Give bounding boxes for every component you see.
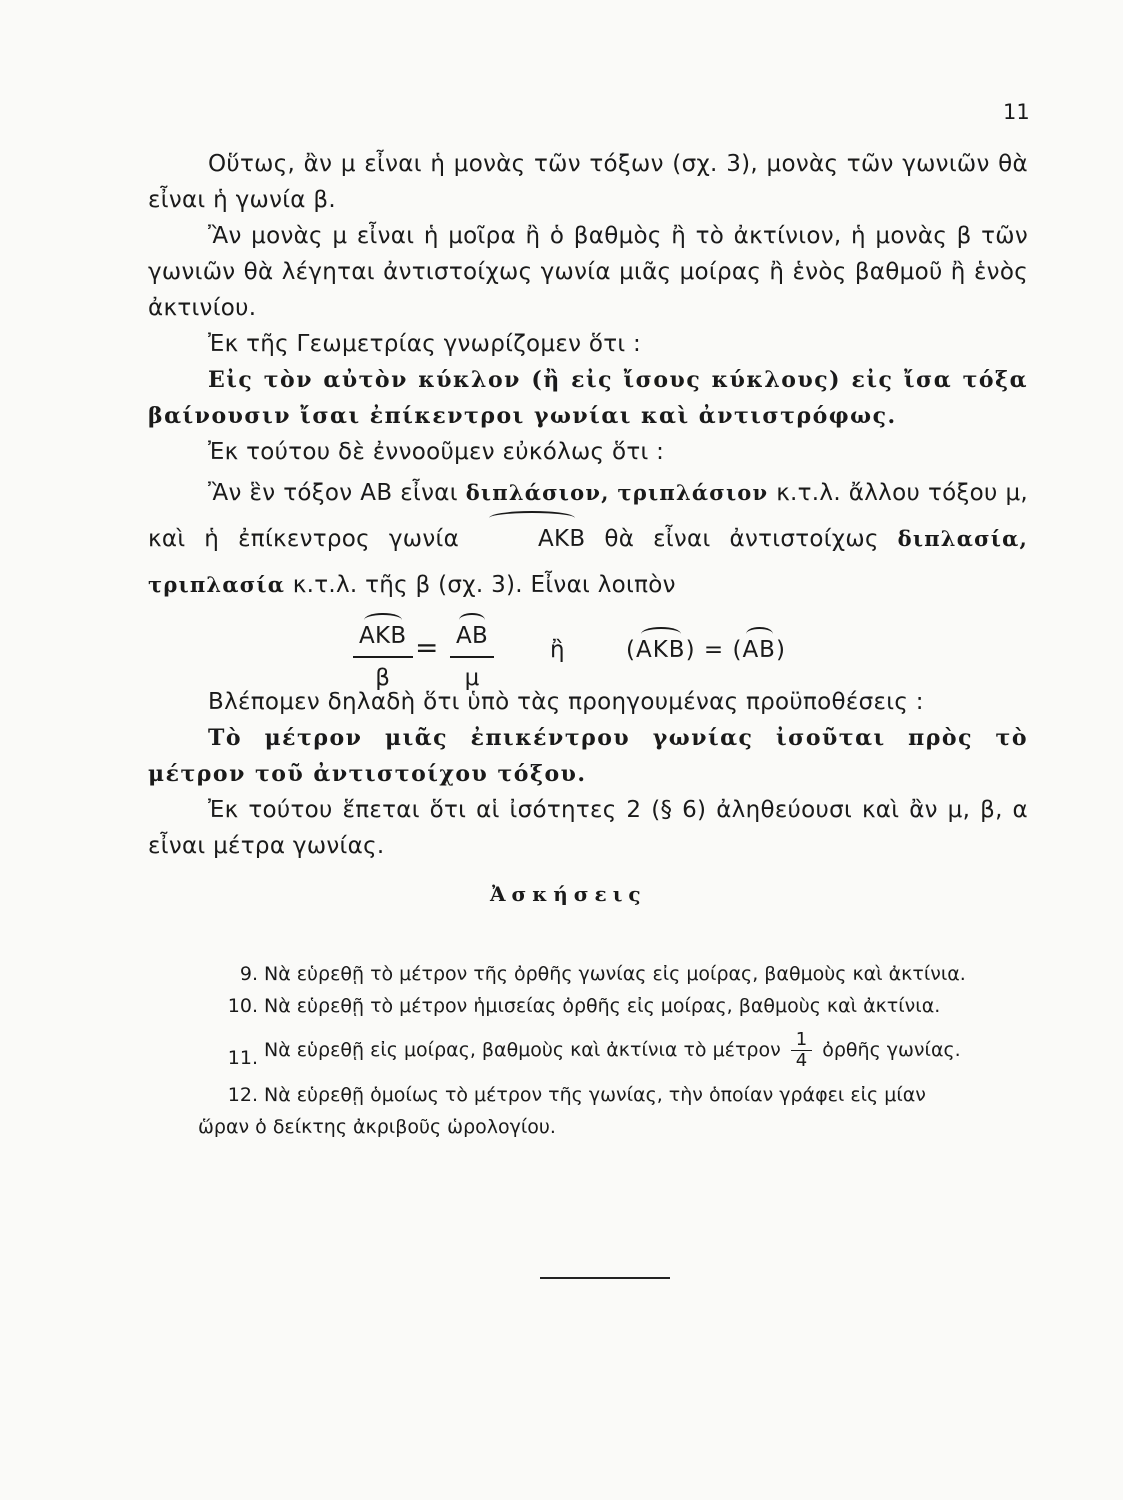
fraction-left bbox=[353, 618, 413, 696]
fraction-right bbox=[450, 618, 494, 696]
p6-doubled: διπλασία, bbox=[897, 526, 1028, 551]
p6-double: διπλάσιον, bbox=[465, 480, 610, 505]
page-number: 11 bbox=[1003, 100, 1030, 124]
exercise-9 bbox=[218, 958, 1030, 990]
rhs-angle: ΑΚΒ bbox=[636, 632, 686, 668]
rhs-open: ( bbox=[626, 637, 636, 663]
quarter-fraction bbox=[791, 1030, 812, 1071]
exercise-text-a: Νὰ εὑρεθῇ ὁμοίως τὸ μέτρον τῆς γωνίας, τὴν ὁποίαν γράφει εἰς μίαν bbox=[264, 1084, 926, 1106]
exercise-text-a: Νὰ εὑρεθῇ εἰς μοίρας, βαθμοὺς καὶ ἀκτίνια τὸ μέτρον bbox=[264, 1039, 781, 1061]
theorem-statement: Εἰς τὸν αὐτὸν κύκλον (ἢ εἰς ἴσους κύκλους) εἰς ἴσα τόξα βαίνουσιν ἴσαι ἐπίκεντροι γωνίαι καὶ ἀντιστρόφως. bbox=[148, 367, 1028, 429]
quarter-numerator: 1 bbox=[791, 1030, 812, 1051]
exercise-number: 9. bbox=[239, 963, 258, 985]
rhs-mid: ) = ( bbox=[685, 637, 743, 663]
fraction-left-denominator: β bbox=[375, 665, 391, 691]
rhs-close: ) bbox=[775, 637, 786, 663]
paragraph-3: Ἐκ τῆς Γεωμετρίας γνωρίζομεν ὅτι : bbox=[208, 331, 642, 357]
equals-sign: = bbox=[415, 631, 439, 664]
p6-text-a: Ἂν ἓν τόξον ΑΒ εἶναι bbox=[208, 480, 458, 506]
formula-or: ἢ bbox=[550, 637, 565, 663]
rhs-arc: ΑΒ bbox=[742, 632, 776, 668]
exercise-text-b: ὥραν ὁ δείκτης ἀκριβοῦς ὡρολογίου. bbox=[198, 1116, 556, 1138]
paragraph-2: Ἂν μονὰς μ εἶναι ἡ μοῖρα ἢ ὁ βαθμὸς ἢ τὸ ἀκτίνιον, ἡ μονὰς β τῶν γωνιῶν θὰ λέγηται ἀντιστοίχως γωνία μιᾶς μοίρας ἢ ἑνὸς βαθμοῦ ἢ ἑνὸς ἀκτινίου. bbox=[148, 223, 1028, 321]
paragraph-6 bbox=[148, 470, 1028, 608]
fraction-right-numerator: ΑΒ bbox=[456, 618, 488, 654]
p6-triple: τριπλάσιον bbox=[617, 480, 769, 505]
exercise-text: Νὰ εὑρεθῇ τὸ μέτρον ἡμισείας ὀρθῆς εἰς μοίρας, βαθμοὺς καὶ ἀκτίνια. bbox=[264, 995, 941, 1017]
main-text bbox=[148, 146, 1028, 864]
p6-tripled: τριπλασία bbox=[148, 572, 286, 597]
p6-text-f: κ.τ.λ. τῆς β (σχ. 3). Εἶναι λοιπὸν bbox=[292, 572, 676, 598]
exercise-number: 11. bbox=[227, 1047, 258, 1069]
fraction-left-numerator: ΑΚΒ bbox=[359, 618, 407, 654]
paragraph-5: Ἐκ τούτου δὲ ἐννοοῦμεν εὐκόλως ὅτι : bbox=[208, 439, 665, 465]
p6-text-c: κ.τ.λ. ἄλλου τόξου μ, καὶ ἡ ἐπίκεντρος γωνία bbox=[148, 480, 1028, 552]
exercise-number: 10. bbox=[227, 995, 258, 1017]
p6-text-d: θὰ εἶναι ἀντιστοίχως bbox=[604, 526, 879, 552]
angle-akb: ΑΚΒ bbox=[478, 516, 586, 562]
quarter-denominator: 4 bbox=[795, 1050, 808, 1071]
measure-statement: Τὸ μέτρον μιᾶς ἐπικέντρου γωνίας ἰσοῦται πρὸς τὸ μέτρον τοῦ ἀντιστοίχου τόξου. bbox=[148, 725, 1028, 787]
exercise-11 bbox=[218, 1030, 1030, 1071]
paragraph-1: Οὕτως, ἂν μ εἶναι ἡ μονὰς τῶν τόξων (σχ. 3), μονὰς τῶν γωνιῶν θὰ εἶναι ἡ γωνία β. bbox=[148, 151, 1028, 213]
exercise-text-b: ὀρθῆς γωνίας. bbox=[822, 1039, 961, 1061]
formula bbox=[148, 612, 1028, 691]
fraction-right-denominator: μ bbox=[464, 665, 480, 691]
paragraph-7: Βλέπομεν δηλαδὴ ὅτι ὑπὸ τὰς προηγουμένας προϋποθέσεις : bbox=[208, 689, 924, 715]
exercises-list bbox=[198, 958, 1030, 1143]
exercise-text: Νὰ εὑρεθῇ τὸ μέτρον τῆς ὀρθῆς γωνίας εἰς μοίρας, βαθμοὺς καὶ ἀκτίνια. bbox=[264, 963, 966, 985]
paragraph-9: Ἐκ τούτου ἕπεται ὅτι αἱ ἰσότητες 2 (§ 6) ἀληθεύουσι καὶ ἂν μ, β, α εἶναι μέτρα γωνίας. bbox=[148, 797, 1028, 859]
exercises-title: Ἀσκήσεις bbox=[490, 882, 647, 906]
exercise-12 bbox=[198, 1079, 1030, 1143]
formula-rhs bbox=[626, 632, 786, 668]
exercise-10 bbox=[218, 990, 1030, 1022]
end-rule bbox=[540, 1277, 670, 1279]
exercise-number: 12. bbox=[227, 1084, 258, 1106]
